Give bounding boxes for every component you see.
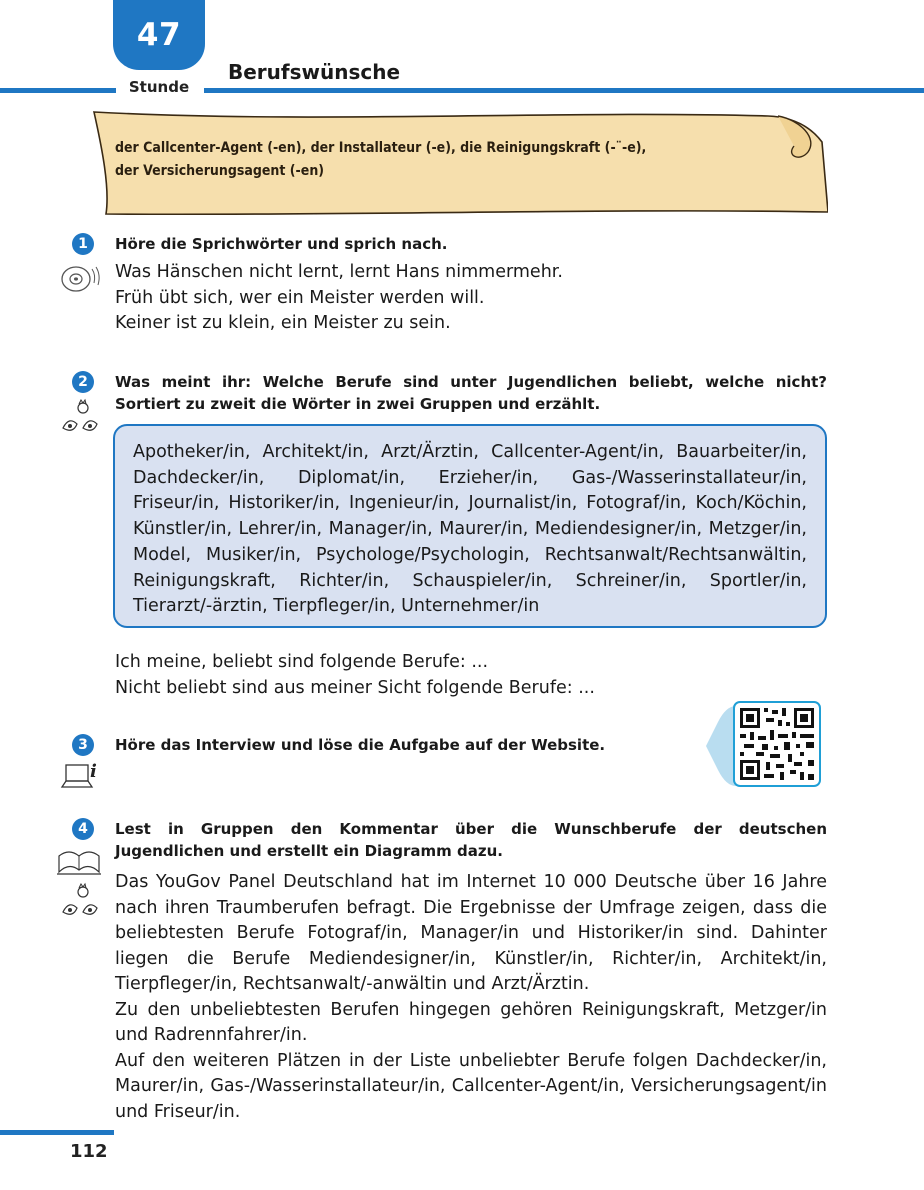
qr-code-icon[interactable] bbox=[700, 700, 822, 788]
group-work-icon bbox=[57, 882, 103, 922]
open-book-icon bbox=[55, 846, 103, 878]
vocabulary-line-2: der Versicherungsagent (-en) bbox=[115, 163, 325, 179]
task-4-instruction: Lest in Gruppen den Kommentar über die Wunschberufe der deutschen Jugendlichen und erstellt ein Diagramm dazu. bbox=[115, 820, 827, 860]
cd-disc-icon bbox=[58, 261, 102, 293]
task-2-instruction: Was meint ihr: Welche Berufe sind unter Jugendlichen beliebt, welche nicht? Sortiert zu zweit die Wörter in zwei Gruppen und erzählt. bbox=[115, 373, 827, 413]
proverb-1: Was Hänschen nicht lernt, lernt Hans nimmermehr. bbox=[115, 262, 563, 282]
svg-text:i: i bbox=[90, 761, 97, 782]
footer-rule bbox=[0, 1130, 114, 1135]
page-title: Berufswünsche bbox=[228, 60, 401, 84]
qr-code-panel[interactable] bbox=[700, 700, 822, 788]
prompt-unpopular: Nicht beliebt sind aus meiner Sicht folgende Berufe: ... bbox=[115, 677, 595, 698]
header-rule-right bbox=[204, 88, 924, 93]
task-1-instruction: Höre die Sprichwörter und sprich nach. bbox=[115, 235, 448, 253]
task-4-number: 4 bbox=[72, 818, 94, 840]
proverb-list bbox=[115, 260, 825, 337]
profession-word-list: Apotheker/in, Architekt/in, Arzt/Ärztin, Callcenter-Agent/in, Bauarbeiter/in, Dachdecker/in, Diplomat/in, Erzieher/in, Gas-/Wasserinstallateur/in, Friseur/in, Historiker/in, Ingenieur/in, Journalist/in, Fotograf/in, Koch/Köchin, Künstler/in, Lehrer/in, Manager/in, Maurer/in, Mediendesigner/in, Metzger/in, Model, Musiker/in, Psychologe/Psychologin, Rechtsanwalt/Rechtsanwältin, Reinigungskraft, Richter/in, Schauspieler/in, Schreiner/in, Sportler/in, Tierarzt/-ärztin, Tierpfleger/in, Unternehmer/in bbox=[133, 442, 807, 617]
lesson-label: Stunde bbox=[128, 78, 190, 96]
task-3-instruction: Höre das Interview und löse die Aufgabe auf der Website. bbox=[115, 736, 606, 754]
pair-work-icon bbox=[57, 398, 103, 438]
proverb-3: Keiner ist zu klein, ein Meister zu sein. bbox=[115, 313, 451, 333]
vocabulary-list bbox=[115, 137, 795, 183]
prompt-popular: Ich meine, beliebt sind folgende Berufe: ... bbox=[115, 652, 489, 672]
task-1-number: 1 bbox=[72, 233, 94, 255]
survey-commentary bbox=[115, 870, 827, 1125]
commentary-paragraph-2: Zu den unbeliebtesten Berufen hingegen gehören Reinigungskraft, Metzger/in und Radrennfahrer/in. bbox=[115, 999, 827, 1045]
page-number: 112 bbox=[70, 1141, 108, 1162]
header-rule-left bbox=[0, 88, 116, 93]
task-3-number: 3 bbox=[72, 734, 94, 756]
proverb-2: Früh übt sich, wer ein Meister werden will. bbox=[115, 287, 485, 308]
discussion-prompts bbox=[115, 650, 825, 701]
commentary-paragraph-3: Auf den weiteren Plätzen in der Liste unbeliebter Berufe folgen Dachdecker/in, Maurer/in, Gas-/Wasserinstallateur/in, Callcenter-Agent/in, Versicherungsagent/in und Friseur/in. bbox=[115, 1050, 827, 1122]
task-2-number: 2 bbox=[72, 371, 94, 393]
laptop-info-icon bbox=[60, 757, 102, 793]
commentary-paragraph-1: Das YouGov Panel Deutschland hat im Internet 10 000 Deutsche über 16 Jahre nach ihren Traumberufen befragt. Die Ergebnisse der Umfrage zeigen, dass die beliebtesten Berufe Fotograf/in, Manager/in und Historiker/in sind. Dahinter liegen die Berufe Mediendesigner/in, Künstler/in, Richter/in, Architekt/in, Tierpfleger/in, Rechtsanwalt/-anwältin und Arzt/Ärztin. bbox=[115, 872, 827, 994]
lesson-number-tab bbox=[113, 0, 205, 70]
lesson-number: 47 bbox=[136, 17, 182, 53]
vocabulary-line-1: der Callcenter-Agent (-en), der Installateur (-e), die Reinigungskraft (-¨-e), bbox=[115, 140, 647, 156]
